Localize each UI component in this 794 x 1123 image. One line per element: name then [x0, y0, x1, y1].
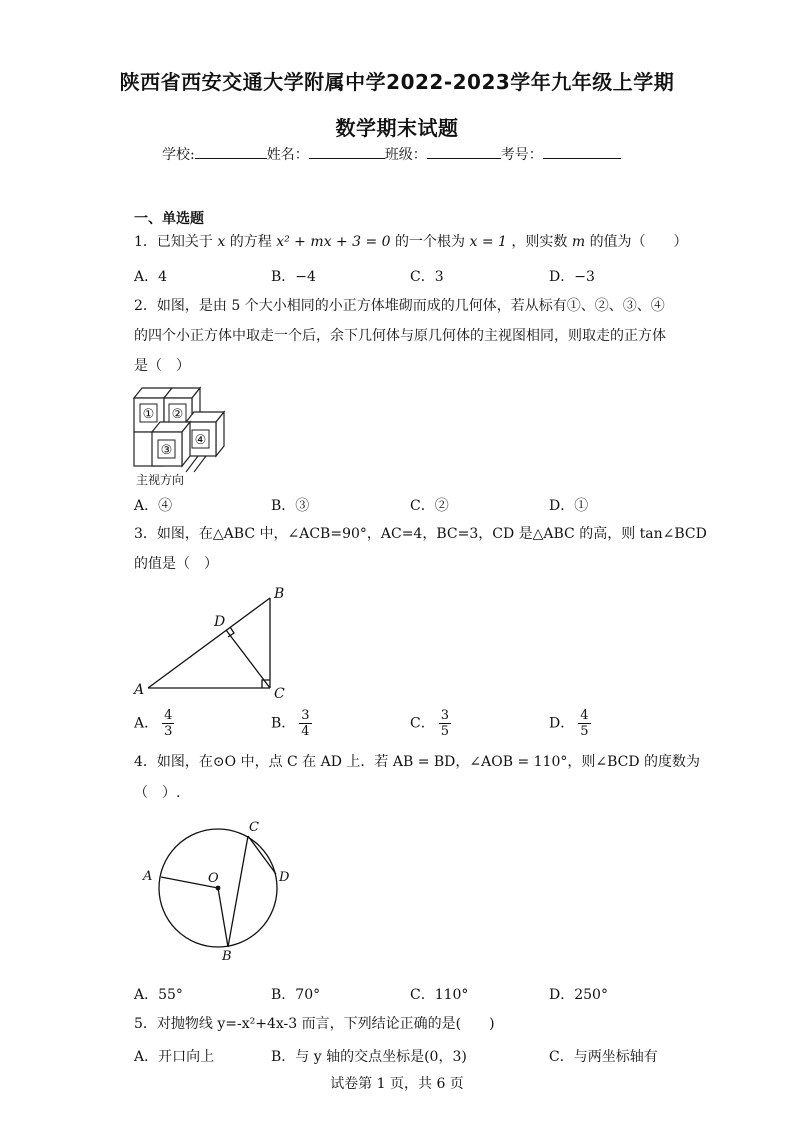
q4-option-d[interactable]: D．250°	[549, 987, 608, 1003]
q1-option-a[interactable]: A．4	[134, 269, 168, 285]
option-label: C．	[410, 715, 435, 732]
point-d-label: D	[279, 870, 290, 885]
q5-option-c[interactable]: C．与两坐标轴有	[549, 1049, 658, 1065]
q1-option-c[interactable]: C．3	[410, 269, 444, 285]
question-1-text	[134, 227, 688, 257]
cube1-label: ①	[142, 407, 155, 422]
q4-option-c[interactable]: C．110°	[410, 987, 469, 1003]
numerator: 4	[164, 708, 173, 723]
q3-option-a[interactable]	[134, 708, 174, 739]
q1-equation: x² + mx + 3 = 0	[276, 234, 391, 250]
q4-option-b[interactable]: B．70°	[271, 987, 321, 1003]
q1-var-x: x	[217, 234, 226, 250]
q2-option-b[interactable]: B．③	[271, 498, 310, 514]
page-footer: 试卷第 1 页，共 6 页	[330, 1076, 464, 1092]
vertex-b-label: B	[274, 586, 285, 602]
fraction	[299, 708, 311, 739]
denominator: 5	[440, 724, 449, 739]
cube3-label: ③	[160, 443, 173, 458]
view-direction-label: 主视方向	[136, 473, 185, 487]
q3-option-c[interactable]	[410, 708, 451, 739]
question-4-line1: 4．如图，在⊙O 中，点 C 在 AD 上．若 AB = BD，∠AOB = 110°，则∠BCD 的度数为	[134, 754, 701, 770]
q1-var-m: m	[571, 234, 586, 250]
number-blank[interactable]	[543, 146, 621, 159]
denominator: 3	[164, 724, 173, 739]
triangle-figure	[128, 580, 298, 702]
q3-option-b[interactable]	[271, 708, 312, 739]
fraction	[578, 708, 590, 739]
student-info-row	[162, 144, 621, 164]
q3-option-d[interactable]	[549, 708, 591, 739]
class-blank[interactable]	[427, 146, 501, 159]
section-title: 一、单选题	[134, 211, 204, 227]
chord-cd	[248, 836, 276, 874]
vertex-a-label: A	[134, 682, 145, 698]
point-o-label: O	[208, 871, 219, 886]
vertex-c-label: C	[274, 686, 285, 702]
option-label: B．	[271, 715, 296, 732]
name-blank[interactable]	[309, 146, 385, 159]
point-c-label: C	[249, 820, 259, 835]
circle-figure	[136, 814, 306, 964]
cube-figure	[128, 382, 238, 490]
q5-option-b[interactable]: B．与 y 轴的交点坐标是(0，3)	[271, 1049, 467, 1065]
center-point	[216, 886, 221, 891]
q1-option-b[interactable]: B．−4	[271, 269, 316, 285]
option-label: D．	[549, 715, 575, 732]
denominator: 5	[580, 724, 589, 739]
q1-option-d[interactable]: D．−3	[549, 269, 595, 285]
chord-bc	[228, 836, 248, 947]
question-2-line2: 的四个小正方体中取走一个后，余下几何体与原几何体的主视图相同，则取走的正方体	[134, 328, 666, 344]
question-3-line1: 3．如图，在△ABC 中，∠ACB=90°，AC=4，BC=3，CD 是△ABC 的高，则 tan∠BCD	[134, 526, 707, 542]
exam-title-line2: 数学期末试题	[335, 116, 459, 140]
school-label: 学校:	[162, 147, 195, 163]
name-label: 姓名：	[266, 147, 309, 163]
q1-part: ，则实数	[511, 234, 568, 250]
q1-part: 的一个根为	[395, 234, 466, 250]
option-label: A．	[134, 715, 159, 732]
q5-option-a[interactable]: A．开口向上	[134, 1049, 215, 1065]
denominator: 4	[301, 724, 310, 739]
q2-option-c[interactable]: C．②	[410, 498, 449, 514]
radius-ob	[218, 888, 228, 947]
numerator: 3	[440, 708, 449, 723]
fraction	[439, 708, 451, 739]
point-b-label: B	[222, 949, 232, 964]
q1-part: 的方程	[229, 234, 272, 250]
question-3-line2: 的值是（ ）	[134, 556, 218, 572]
q4-option-a[interactable]: A．55°	[134, 987, 183, 1003]
class-label: 班级：	[384, 147, 427, 163]
question-2-line3: 是（ ）	[134, 358, 190, 374]
vertex-d-label: D	[214, 614, 226, 630]
question-2-line1: 2．如图，是由 5 个大小相同的小正方体堆砌而成的几何体，若从标有①、②、③、④	[134, 298, 665, 314]
numerator: 3	[301, 708, 310, 723]
q2-option-a[interactable]: A．④	[134, 498, 173, 514]
q2-option-d[interactable]: D．①	[549, 498, 589, 514]
question-5-line1: 5．对抛物线 y=-x²+4x-3 而言，下列结论正确的是( )	[134, 1016, 495, 1032]
side-ab	[148, 598, 270, 688]
q1-root: x = 1	[469, 234, 507, 250]
numerator: 4	[580, 708, 589, 723]
question-4-line2: （ ）.	[134, 785, 181, 801]
school-blank[interactable]	[195, 146, 267, 159]
point-a-label: A	[143, 869, 153, 884]
altitude-cd	[226, 630, 270, 688]
q1-part: 1．已知关于	[134, 234, 213, 250]
cube2-label: ②	[171, 407, 184, 422]
number-label: 考号：	[500, 147, 543, 163]
cube4-label: ④	[194, 433, 207, 448]
fraction	[162, 708, 174, 739]
exam-title-line1: 陕西省西安交通大学附属中学2022-2023学年九年级上学期	[119, 70, 675, 94]
q1-part: 的值为（ ）	[589, 234, 688, 250]
